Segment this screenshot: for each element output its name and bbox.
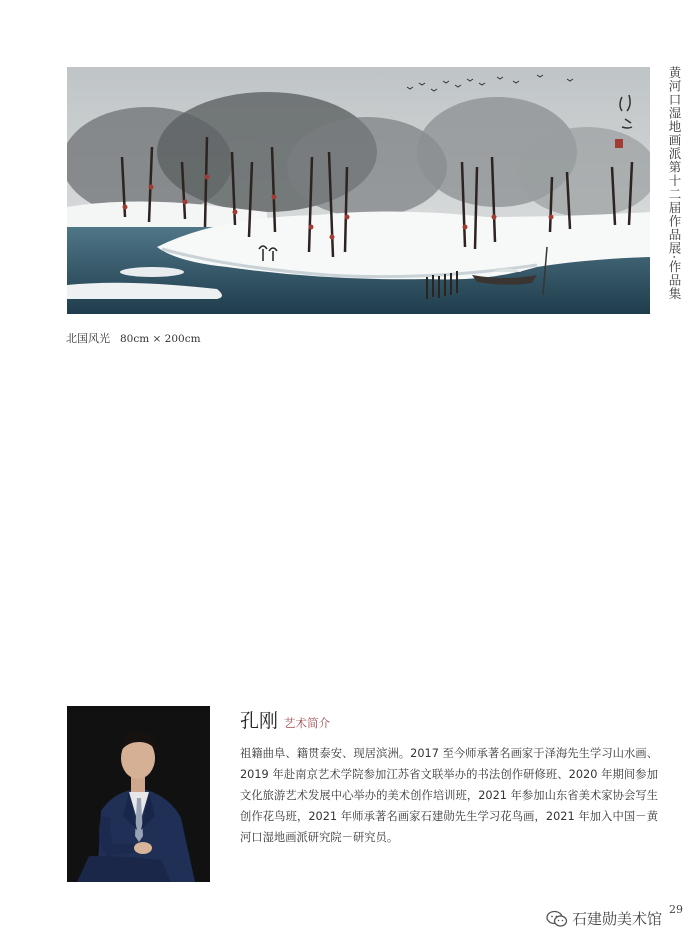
wechat-icon <box>546 910 568 928</box>
wechat-watermark <box>546 908 662 929</box>
artist-bio-label: 艺术简介 <box>284 716 331 730</box>
artwork-size: 80cm × 200cm <box>120 333 201 345</box>
artwork-title: 北国风光 <box>66 332 110 345</box>
page-number: 29 <box>669 903 683 916</box>
artwork-painting <box>67 67 650 314</box>
artist-header <box>240 706 330 733</box>
artwork-caption <box>66 330 201 346</box>
watermark-text: 石建勋美术馆 <box>572 910 663 928</box>
artist-portrait <box>67 706 210 882</box>
artist-photo-image <box>67 706 210 882</box>
artist-name: 孔刚 <box>240 710 279 732</box>
red-seal-icon <box>615 139 623 148</box>
vertical-side-title: 黄河口湿地画派第十二届作品展·作品集 <box>667 66 682 301</box>
artist-biography: 祖籍曲阜、籍贯泰安、现居滨洲。2017 至今师承著名画家于泽海先生学习山水画、2019 年赴南京艺术学院参加江苏省文联举办的书法创作研修班、2020 年期间参加文化旅游艺术发展中心举办的美术创作培训班，2021 年参加山东省美术家协会写生创作花鸟班，2021 年师承著名画家石建勋先生学习花鸟画，2021 年加入中国－黄河口湿地画派研究院－研究员。 <box>240 747 658 844</box>
snow-landscape-image <box>67 67 650 314</box>
